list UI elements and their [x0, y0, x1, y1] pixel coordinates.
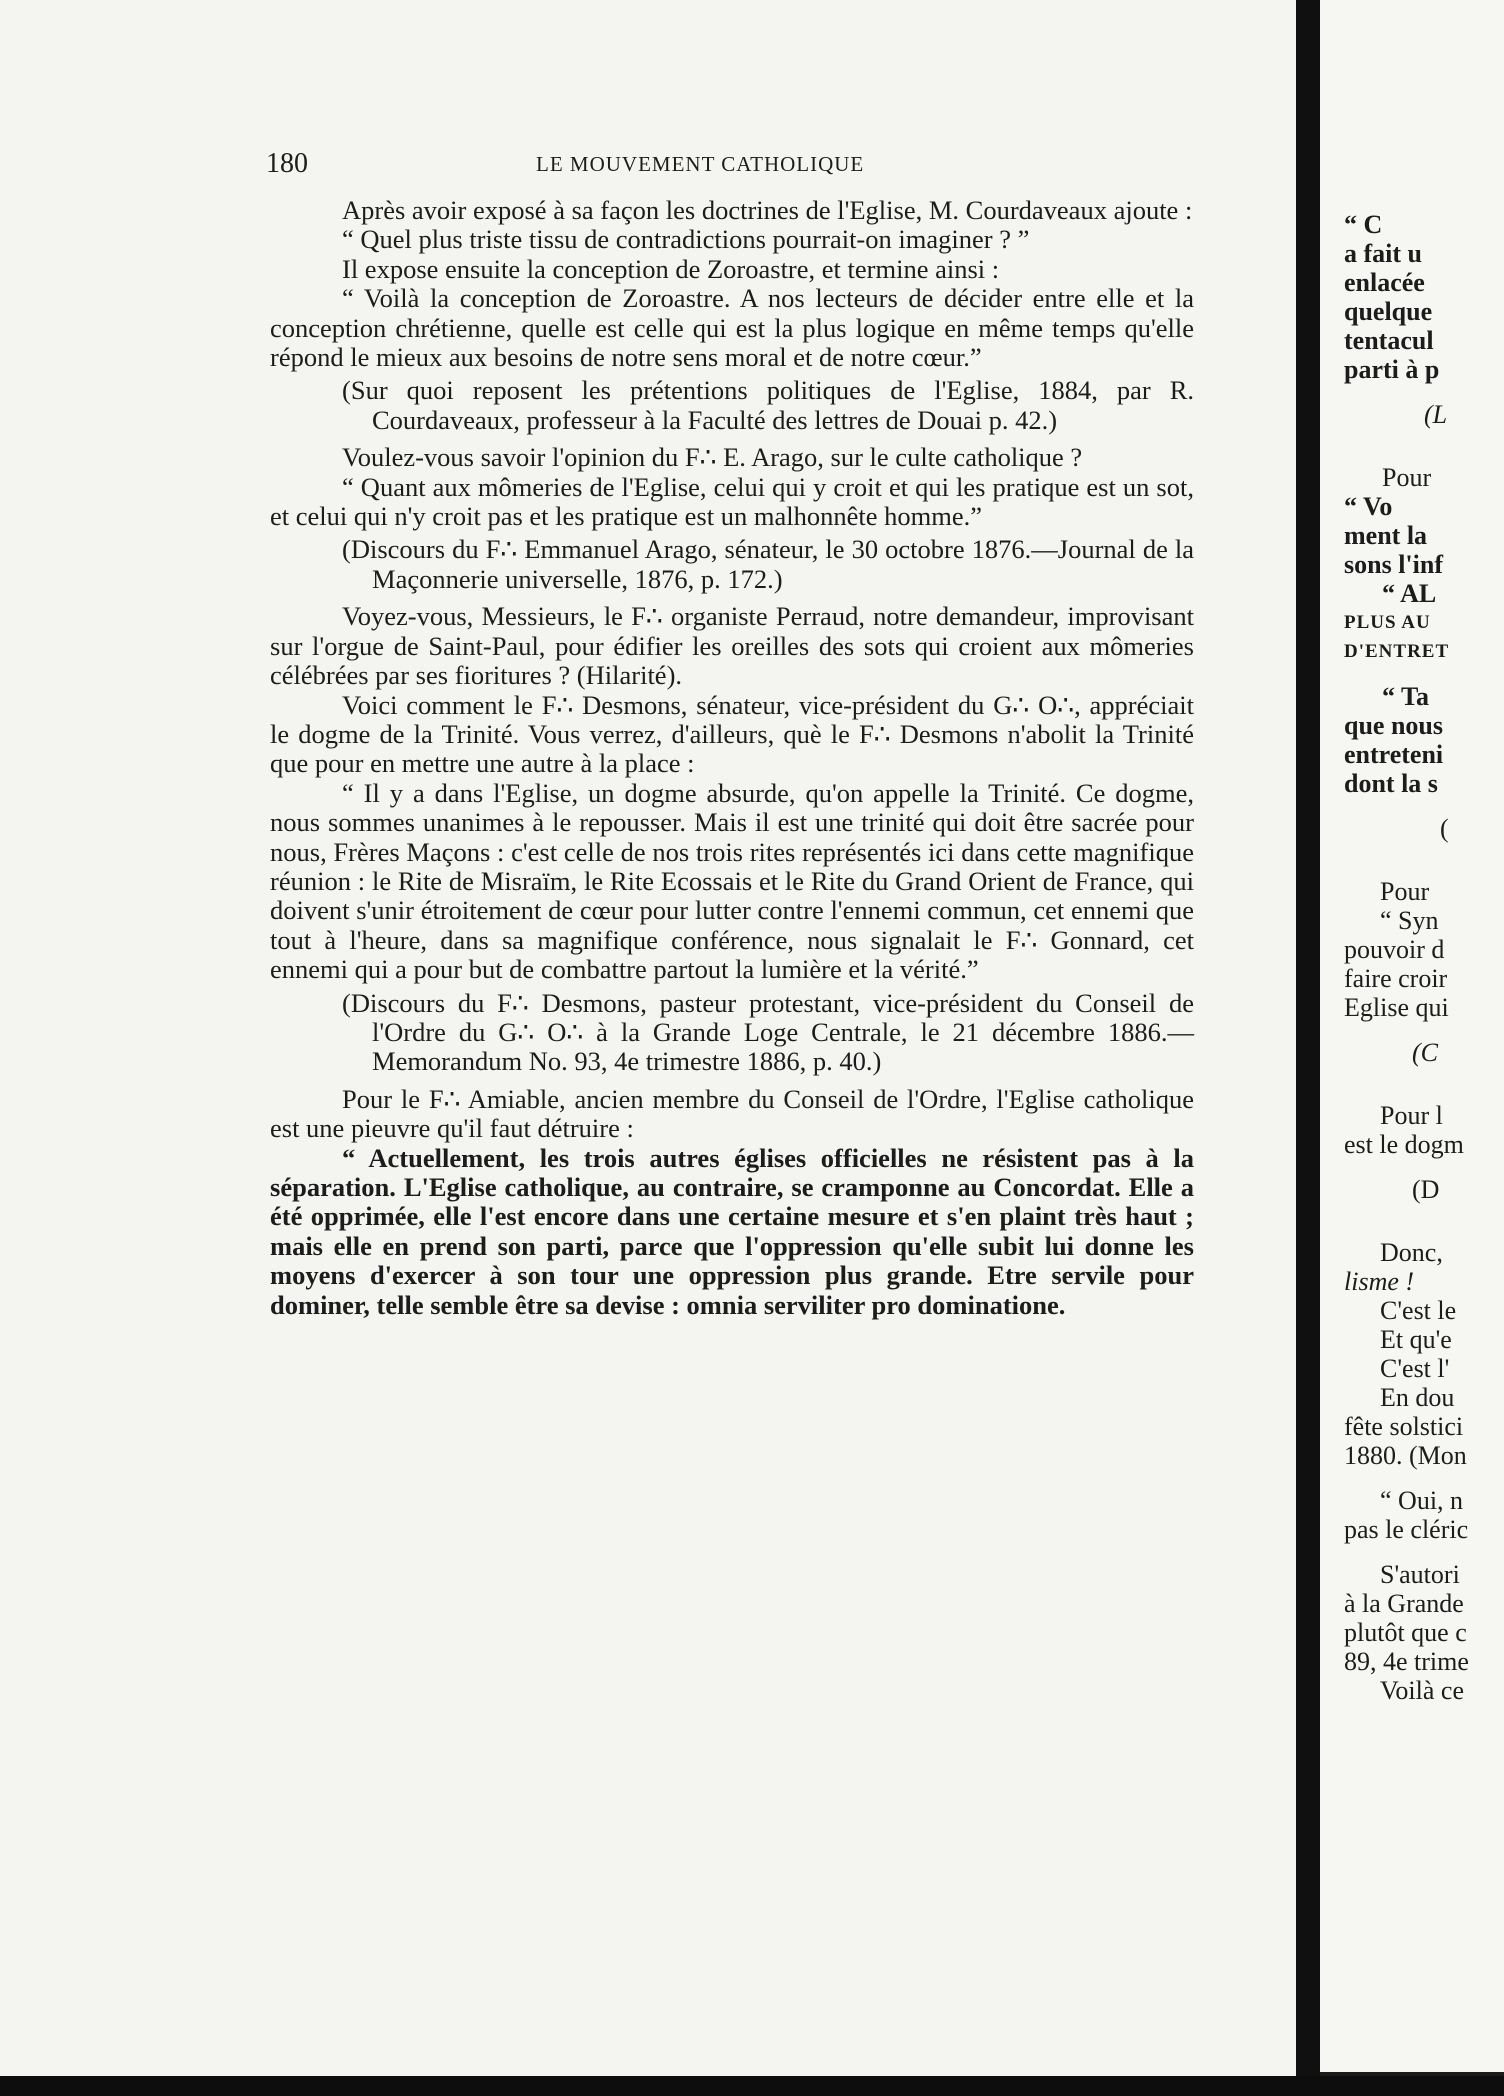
text-line: Et qu'e — [1380, 1325, 1452, 1354]
text-line: Eglise qui — [1344, 993, 1449, 1022]
text-line: quelque — [1344, 297, 1433, 326]
text-line: C'est le — [1380, 1296, 1457, 1325]
page-number: 180 — [266, 148, 308, 179]
paragraph: Pour le F∴ Amiable, ancien membre du Conseil de l'Ordre, l'Eglise catholique est une pieuvre qu'il faut détruire : — [270, 1083, 1194, 1144]
book-gutter — [1296, 0, 1320, 2096]
text-line: Voilà ce — [1380, 1676, 1464, 1705]
text-line: Pour — [1382, 463, 1432, 492]
text-line: “ AL — [1382, 579, 1437, 608]
text-line: “ C — [1344, 210, 1383, 239]
text-line: sons l'inf — [1344, 550, 1443, 579]
text-line: lisme ! — [1344, 1267, 1415, 1296]
text-line: 89, 4e trime — [1344, 1647, 1469, 1676]
text-line: faire croir — [1344, 964, 1448, 993]
text-line: “ Ta — [1382, 682, 1429, 711]
text-line: (C — [1412, 1038, 1438, 1067]
text-line: enlacée — [1344, 268, 1425, 297]
text-line: pas le cléric — [1344, 1515, 1469, 1544]
quote: “ Voilà la conception de Zoroastre. A nos lecteurs de décider entre elle et la conception chrétienne, quelle est celle qui est la plus logique en même temps qu'elle répond le mieux aux besoins de notre sens moral et de notre cœur.” — [270, 283, 1194, 373]
page-header — [266, 148, 1206, 188]
text-line: que nous — [1344, 711, 1443, 740]
text-line: C'est l' — [1380, 1354, 1450, 1383]
citation: (Discours du F∴ Desmons, pasteur protestant, vice-président du Conseil de l'Ordre du G∴ O∴ à la Grande Loge Centrale, le 21 décembre 1886.—Memorandum No. 93, 4e trimestre 1886, p. 40.) — [342, 987, 1194, 1077]
citation: (Sur quoi reposent les prétentions politiques de l'Eglise, 1884, par R. Courdaveaux, professeur à la Faculté des lettres de Douai p. 42.) — [342, 375, 1194, 435]
text-line: pouvoir d — [1344, 935, 1445, 964]
text-line: S'autori — [1380, 1560, 1460, 1589]
quote: “ Actuellement, les trois autres églises officielles ne résistent pas à la séparation. L'Eglise catholique, au contraire, se cramponne au Concordat. Elle a été opprimée, elle l'est encore dans une certaine mesure et s'en plaint très haut ; mais elle en prend son parti, parce que l'oppression qu'elle subit lui donne les moyens d'exercer à son tour une oppression plus grande. Etre servile pour dominer, telle semble être sa devise : omnia serviliter pro dominatione. — [270, 1142, 1194, 1320]
text-line: (L — [1424, 400, 1448, 429]
text-line: ( — [1440, 814, 1449, 843]
text-line: PLUS AU — [1344, 612, 1431, 633]
text-line: dont la s — [1344, 769, 1438, 798]
text-line: Donc, — [1380, 1238, 1443, 1267]
right-page — [1320, 0, 1504, 2072]
text-line: “ Oui, n — [1380, 1486, 1464, 1515]
text-line: “ Syn — [1380, 906, 1439, 935]
quote: “ Quant aux mômeries de l'Eglise, celui qui y croit et qui les pratique est un sot, et celui qui n'y croit pas et les pratique est un malhonnête homme.” — [270, 471, 1194, 532]
text-line: “ Vo — [1344, 492, 1393, 521]
text-line: (D — [1412, 1175, 1440, 1204]
quote: “ Quel plus triste tissu de contradictions pourrait-on imaginer ? ” — [342, 224, 1030, 255]
right-page-text — [1344, 210, 1504, 1705]
text-line: tentacul — [1344, 326, 1434, 355]
text-line: Pour — [1380, 877, 1430, 906]
main-text — [270, 196, 1194, 1320]
text-line: 1880. (Mon — [1344, 1441, 1467, 1470]
paragraph: Voici comment le F∴ Desmons, sénateur, vice-président du G∴ O∴, appréciait le dogme de la Trinité. Vous verrez, d'ailleurs, què le F∴ Desmons n'abolit la Trinité que pour en mettre une autre à la place : — [270, 689, 1194, 779]
citation: (Discours du F∴ Emmanuel Arago, sénateur, le 30 octobre 1876.—Journal de la Maçonnerie universelle, 1876, p. 172.) — [342, 534, 1194, 594]
quote: “ Il y a dans l'Eglise, un dogme absurde, qu'on appelle la Trinité. Ce dogme, nous sommes unanimes à le repousser. Mais il est une trinité qui doit être sacrée pour nous, Frères Maçons : c'est celle de nos trois rites représentés ici dans cette magnifique réunion : le Rite de Misraïm, le Rite Ecossais et le Rite du Grand Orient de France, qui doivent s'unir étroitement de cœur pour lutter contre l'ennemi commun, cet ennemi que tout à l'heure, dans sa magnifique conférence, nous signalait le F∴ Gonnard, cet ennemi qui a pour but de combattre partout la lumière et la vérité.” — [270, 777, 1194, 985]
text-line: ment la — [1344, 521, 1428, 550]
text-line: a fait u — [1344, 239, 1422, 268]
text-line: fête solstici — [1344, 1412, 1464, 1441]
text-line: à la Grande — [1344, 1589, 1464, 1618]
text-line: est le dogm — [1344, 1130, 1464, 1159]
text-line: entreteni — [1344, 740, 1444, 769]
text-line: En dou — [1380, 1383, 1455, 1412]
paragraph: Après avoir exposé à sa façon les doctrines de l'Eglise, M. Courdaveaux ajoute : — [342, 195, 1193, 225]
scan-bottom-edge — [0, 2076, 1504, 2096]
text-line: D'ENTRET — [1344, 641, 1450, 662]
paragraph: Voulez-vous savoir l'opinion du F∴ E. Arago, sur le culte catholique ? — [342, 442, 1083, 473]
text-line: Pour l — [1380, 1101, 1443, 1130]
text-line: plutôt que c — [1344, 1618, 1467, 1647]
running-title: LE MOUVEMENT CATHOLIQUE — [536, 152, 865, 176]
paragraph: Il expose ensuite la conception de Zoroastre, et termine ainsi : — [342, 253, 1000, 284]
text-line: parti à p — [1344, 355, 1440, 384]
paragraph: Voyez-vous, Messieurs, le F∴ organiste Perraud, notre demandeur, improvisant sur l'orgue de Saint-Paul, pour édifier les oreilles des sots qui croient aux mômeries célébrées par ses fioritures ? (Hilarité). — [270, 601, 1194, 691]
